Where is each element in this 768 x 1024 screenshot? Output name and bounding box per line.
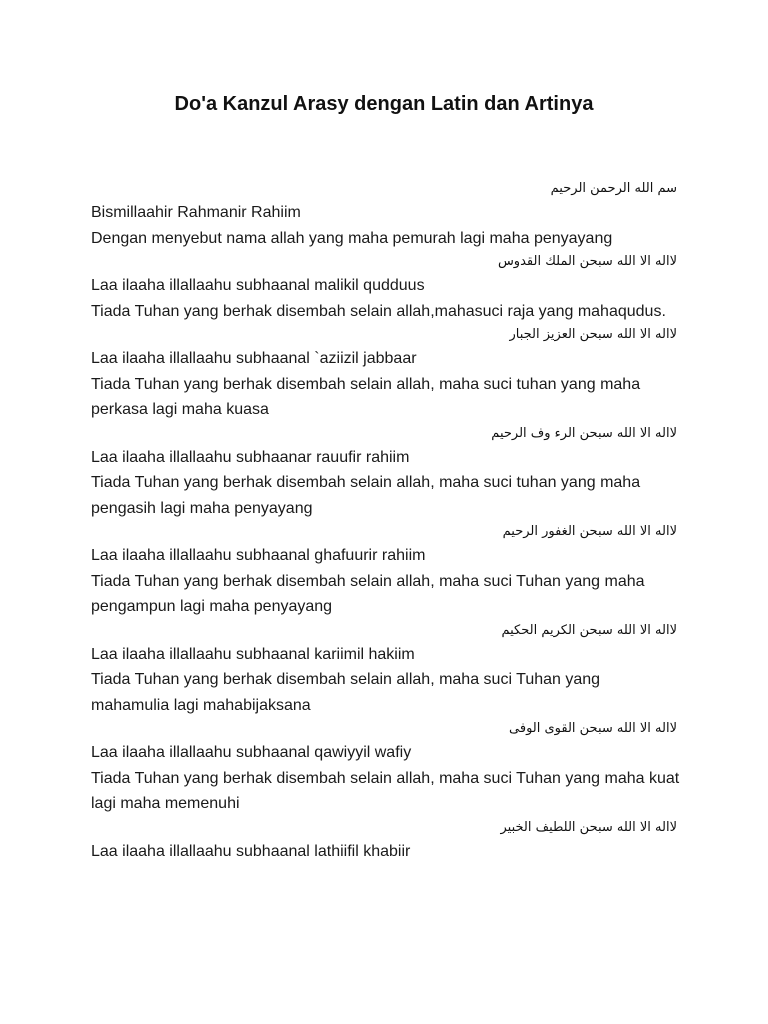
verse-block	[91, 817, 681, 865]
arabic-line: لااله الا الله سبحن الرء وف الرحيم	[491, 425, 677, 441]
arabic-line: لااله الا الله سبحن الكريم الحكيم	[501, 622, 677, 638]
meaning-line: Tiada Tuhan yang berhak disembah selain allah, maha suci Tuhan yang mahamulia lagi mahabijaksana	[91, 671, 601, 714]
latin-line: Laa ilaaha illallaahu subhaanal `aziizil jabbaar	[91, 350, 417, 367]
verse-block	[91, 521, 681, 620]
latin-line: Bismillaahir Rahmanir Rahiim	[91, 204, 301, 221]
meaning-line: Tiada Tuhan yang berhak disembah selain allah,mahasuci raja yang mahaqudus.	[91, 302, 666, 320]
latin-line: Laa ilaaha illallaahu subhaanal qawiyyil wafiy	[91, 744, 412, 761]
meaning-line: Tiada Tuhan yang berhak disembah selain allah, maha suci Tuhan yang maha pengampun lagi maha penyayang	[91, 572, 645, 615]
page-title: Do'a Kanzul Arasy dengan Latin dan Artinya	[174, 93, 594, 115]
verse-block	[91, 620, 681, 719]
meaning-line: Tiada Tuhan yang berhak disembah selain allah, maha suci tuhan yang maha pengasih lagi maha penyayang	[91, 474, 641, 517]
verse-block	[91, 178, 681, 251]
meaning-line: Tiada Tuhan yang berhak disembah selain allah, maha suci tuhan yang maha perkasa lagi maha kuasa	[91, 375, 641, 418]
arabic-line: لااله الا الله سبحن الغفور الرحيم	[502, 524, 677, 539]
latin-line: Laa ilaaha illallaahu subhaanar rauufir rahiim	[91, 448, 410, 466]
arabic-line: سم الله الرحمن الرحيم	[550, 181, 677, 196]
arabic-line: لااله الا الله سبحن العزيز الجبار	[509, 327, 677, 342]
latin-line: Laa ilaaha illallaahu subhaanal malikil qudduus	[91, 277, 425, 294]
verse-block	[91, 718, 681, 817]
verse-block	[91, 324, 681, 423]
arabic-line: لااله الا الله سبحن القوى الوفى	[509, 721, 677, 736]
latin-line: Laa ilaaha illallaahu subhaanal lathiifil khabiir	[91, 842, 411, 860]
arabic-line: لااله الا الله سبحن الملك القدوس	[497, 254, 677, 269]
meaning-line: Dengan menyebut nama allah yang maha pemurah lagi maha penyayang	[91, 229, 613, 247]
latin-line: Laa ilaaha illallaahu subhaanal kariimil hakiim	[91, 645, 415, 663]
arabic-line: لااله الا الله سبحن اللطيف الخبير	[500, 819, 677, 835]
doa-content	[91, 178, 681, 864]
meaning-line: Tiada Tuhan yang berhak disembah selain allah, maha suci Tuhan yang maha kuat lagi maha memenuhi	[91, 769, 680, 812]
latin-line: Laa ilaaha illallaahu subhaanal ghafuurir rahiim	[91, 547, 426, 564]
verse-block	[91, 423, 681, 522]
verse-block	[91, 251, 681, 324]
